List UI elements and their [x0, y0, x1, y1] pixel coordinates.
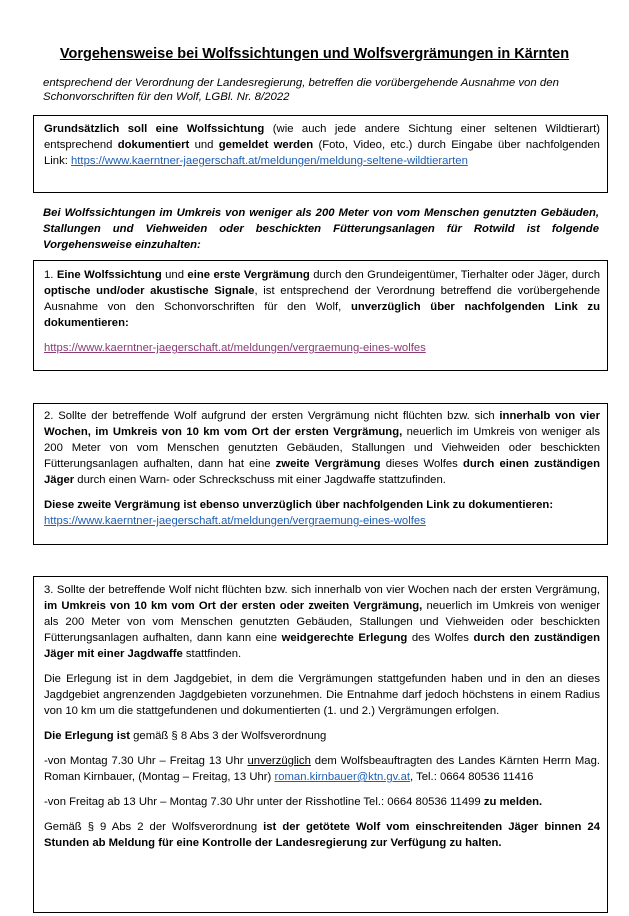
box-sighting-report [33, 115, 608, 193]
text: gemäß § 8 Abs 3 der Wolfsverordnung [130, 730, 327, 742]
text: stattfinden. [182, 648, 242, 660]
text-bold: optische und/oder akustische Signale [44, 285, 255, 297]
text-bold: eine erste Vergrämung [187, 269, 310, 281]
text: , ist entsprechend der Verordnung betreffend die vorübergehende Ausnahme von den Schonvorschriften für den Wolf, [44, 285, 601, 313]
text-bold: durch einen zuständigen Jäger [44, 458, 600, 486]
culling-law-text [44, 728, 600, 744]
text-bold: Die Erlegung ist [44, 730, 130, 742]
step-2-doc-text [44, 497, 600, 529]
link-sighting-report[interactable]: https://www.kaerntner-jaegerschaft.at/meldungen/meldung-seltene-wildtierarten [71, 155, 468, 167]
page-title: Vorgehensweise bei Wolfssichtungen und Wolfsvergrämungen in Kärnten [59, 46, 570, 62]
link-first-deterrence[interactable]: https://www.kaerntner-jaegerschaft.at/meldungen/vergraemung-eines-wolfes [44, 342, 426, 354]
text-bold: ist der getötete Wolf vom einschreitenden Jäger binnen 24 Stunden ab Meldung für eine Kontrolle der Landesregierung zur Verfügung zu halten. [44, 821, 600, 849]
text: und [189, 139, 219, 151]
text-bold: Eine Wolfssichtung [56, 269, 162, 281]
box-step-3 [33, 576, 608, 913]
text: 1. [44, 269, 57, 281]
text: neuerlich im Umkreis von weniger als 200 Meter von vom Menschen genutzten Gebäuden, Stallungen und Viehweiden oder beschickten Fütterungsanlagen aufhalten, dann hat eine [44, 426, 600, 470]
text: dem Wolfsbeauftragten des Landes Kärnten Herrn Mag. Roman Kirnbauer, (Montag – Freitag, 13 Uhr) [44, 755, 600, 783]
carcass-control-text [44, 819, 600, 851]
text: (wie auch jede andere Sichtung einer seltenen Wildtierart) entsprechend [44, 123, 600, 151]
text-bold: durch den zuständigen Jäger mit einer Jagdwaffe [44, 632, 600, 660]
intro-paragraph [43, 205, 599, 253]
text-bold: im Umkreis von 10 km vom Ort der ersten oder zweiten Vergrämung, [44, 600, 423, 612]
step-2-text [44, 408, 600, 488]
box-step-2 [33, 403, 608, 545]
text: , Tel.: 0664 80536 11416 [410, 771, 534, 783]
text: 2. Sollte der betreffende Wolf aufgrund der ersten Vergrämung nicht flüchten bzw. sich [44, 410, 500, 422]
text-bold: Grundsätzlich soll eine Wolfssichtung [44, 123, 265, 135]
text-bold: weidgerechte Erlegung [281, 632, 408, 644]
text: (Foto, Video, etc.) durch Eingabe über nachfolgenden Link: [44, 139, 600, 167]
text: durch den Grundeigentümer, Tierhalter oder Jäger, durch [309, 269, 600, 281]
text-bold: unverzüglich über nachfolgenden Link zu dokumentieren: [44, 301, 600, 329]
weekend-hotline-text [44, 794, 600, 810]
culling-area-text: Die Erlegung ist in dem Jagdgebiet, in dem die Vergrämungen stattgefunden haben und in den an dieses Jagdgebiet angrenzenden Jagdgebieten vorzunehmen. Die Entnahme darf jedoch höchstens in einem Radius von 10 km um die stattgefundenen und dokumentierten (1. und 2.) Vergrämungen erfolgen. [44, 673, 600, 717]
text-bold: zweite Vergrämung [275, 458, 381, 470]
step-1-link-line [44, 340, 600, 356]
text-bold: Diese zweite Vergrämung ist ebenso unverzüglich über nachfolgenden Link zu dokumentieren: [44, 499, 554, 511]
link-second-deterrence[interactable]: https://www.kaerntner-jaegerschaft.at/meldungen/vergraemung-eines-wolfes [44, 515, 426, 527]
text: neuerlich im Umkreis von weniger als 200 Meter von vom Menschen genutzten Gebäuden, Stallungen und Viehweiden oder beschickten Fütterungsanlagen aufhalten, dann kann eine [44, 600, 601, 644]
intro-text: Bei Wolfssichtungen im Umkreis von weniger als 200 Meter von vom Menschen genutzten Gebäuden, Stallungen und Viehweiden oder beschickten Fütterungsanlagen für Rotwild ist folgende Vorgehensweise einzuhalten: [43, 207, 599, 251]
step-1-text [44, 267, 600, 331]
text: durch einen Warn- oder Schreckschuss mit einer Jagdwaffe stattzufinden. [74, 474, 446, 486]
weekday-contact-text [44, 753, 600, 785]
step-3-text [44, 582, 600, 662]
text: -von Montag 7.30 Uhr – Freitag 13 Uhr [44, 755, 248, 767]
sighting-text [44, 121, 600, 169]
text: Gemäß § 9 Abs 2 der Wolfsverordnung [44, 821, 264, 833]
text-bold: zu melden. [483, 796, 543, 808]
text: dieses Wolfes [380, 458, 463, 470]
text: -von Freitag ab 13 Uhr – Montag 7.30 Uhr unter der Risshotline Tel.: 0664 80536 11499 [44, 796, 484, 808]
text: und [161, 269, 188, 281]
text-underlined: unverzüglich [247, 755, 311, 767]
text-bold: gemeldet werden [218, 139, 314, 151]
subtitle: entsprechend der Verordnung der Landesregierung, betreffen die vorübergehende Ausnahme von den Schonvorschriften für den Wolf, LGBl. Nr. 8/2022 [43, 77, 559, 103]
text-bold: dokumentiert [117, 139, 190, 151]
text-bold: innerhalb von vier Wochen, im Umkreis von 10 km vom Ort der ersten Vergrämung, [44, 410, 600, 438]
box-step-1 [33, 260, 608, 371]
text: des Wolfes [407, 632, 474, 644]
email-link[interactable]: roman.kirnbauer@ktn.gv.at [274, 771, 411, 783]
text: 3. Sollte der betreffende Wolf nicht flüchten bzw. sich innerhalb von vier Wochen nach der ersten Vergrämung, [44, 584, 600, 596]
